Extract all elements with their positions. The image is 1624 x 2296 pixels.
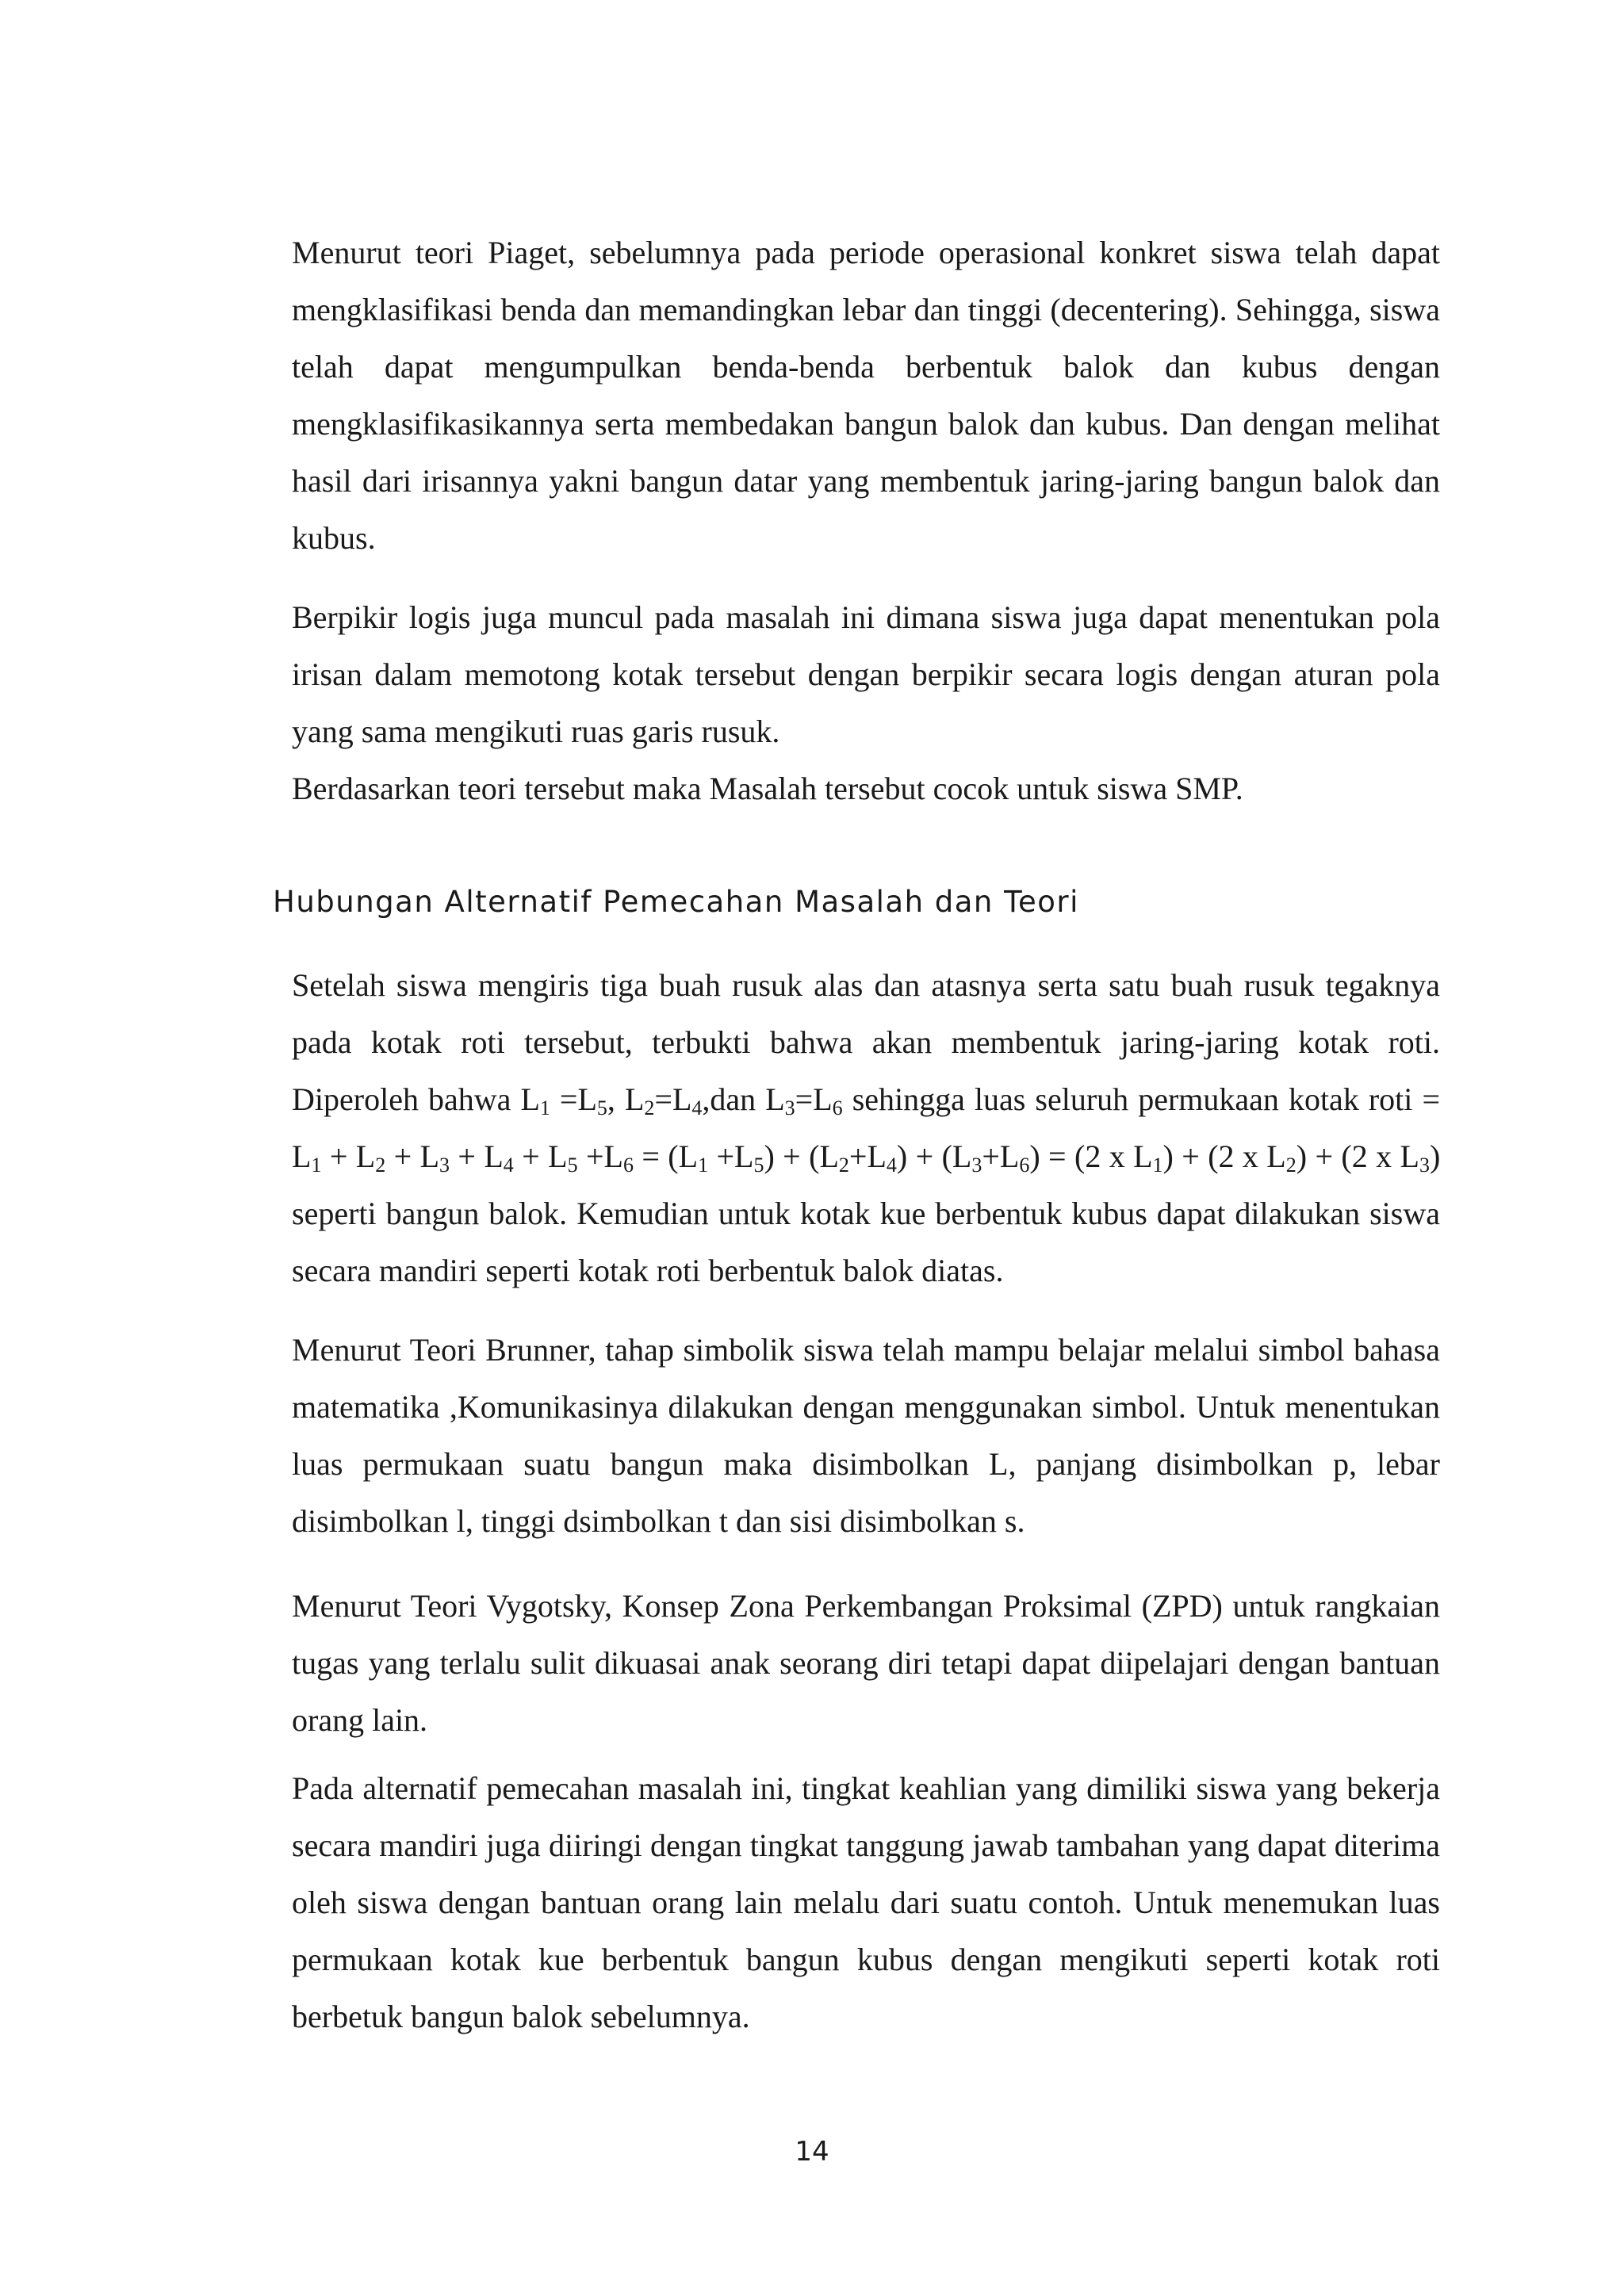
paragraph-zpd-application: Pada alternatif pemecahan masalah ini, tingkat keahlian yang dimiliki siswa yang bekerja secara mandiri juga diiringi dengan tingkat tanggung jawab tambahan yang dapat diterima oleh siswa dengan bantuan orang lain melalu dari suatu contoh. Untuk menemukan luas permukaan kotak kue berbentuk bangun kubus dengan mengikuti seperti kotak roti berbetuk bangun balok sebelumnya. [292, 1770, 1440, 2034]
paragraph-brunner: Menurut Teori Brunner, tahap simbolik siswa telah mampu belajar melalui simbol bahasa matematika ,Komunikasinya dilakukan dengan menggunakan simbol. Untuk menentukan luas permukaan suatu bangun maka disimbolkan L, panjang disimbolkan p, lebar disimbolkan l, tinggi dsimbolkan t dan sisi disimbolkan s. [292, 1332, 1440, 1539]
paragraph-outro: seperti bangun balok. Kemudian untuk kotak kue berbentuk kubus dapat dilakukan siswa secara mandiri seperti kotak roti berbentuk balok diatas. [292, 1196, 1440, 1288]
paragraph-logical-thinking: Berpikir logis juga muncul pada masalah ini dimana siswa juga dapat menentukan pola irisan dalam memotong kotak tersebut dengan berpikir secara logis dengan aturan pola yang sama mengikuti ruas garis rusuk. [292, 599, 1440, 749]
paragraph-piaget: Menurut teori Piaget, sebelumnya pada periode operasional konkret siswa telah dapat mengklasifikasi benda dan memandingkan lebar dan tinggi (decentering). Sehingga, siswa telah dapat mengumpulkan benda-benda berbentuk balok dan kubus dengan mengklasifikasikannya serta membedakan bangun balok dan kubus. Dan dengan melihat hasil dari irisannya yakni bangun datar yang membentuk jaring-jaring bangun balok dan kubus. [292, 235, 1440, 556]
paragraph-conclusion: Berdasarkan teori tersebut maka Masalah tersebut cocok untuk siswa SMP. [292, 771, 1243, 806]
paragraph-vygotsky: Menurut Teori Vygotsky, Konsep Zona Perkembangan Proksimal (ZPD) untuk rangkaian tugas yang terlalu sulit dikuasai anak seorang diri tetapi dapat diipelajari dengan bantuan orang lain. [292, 1588, 1440, 1738]
formula: $L_1 =L_5$, $L_2=L_4,dan$ $L_3=L_6$ sehingga luas seluruh permukaan kotak roti = $L_1 + L_2 + L_3 + L_4 + L_5 +L_6 = (L_1 +L_5) + (L_2+L_4) + (L_3+L_6) = (2$ x $L_1) + (2$ x $L_2) + (2$ x $L_3$) [292, 1081, 1441, 1177]
page-number: 14 [795, 2136, 829, 2168]
paragraph-alternative-solution [292, 957, 1440, 1299]
section-heading: Hubungan Alternatif Pemecahan Masalah dan Teori [273, 885, 1079, 919]
paragraph-intro: Setelah siswa mengiris tiga buah rusuk alas dan atasnya serta satu buah rusuk tegaknya pada kotak roti tersebut, terbukti bahwa akan membentuk jaring-jaring kotak roti. Diperoleh bahwa [292, 967, 1440, 1117]
